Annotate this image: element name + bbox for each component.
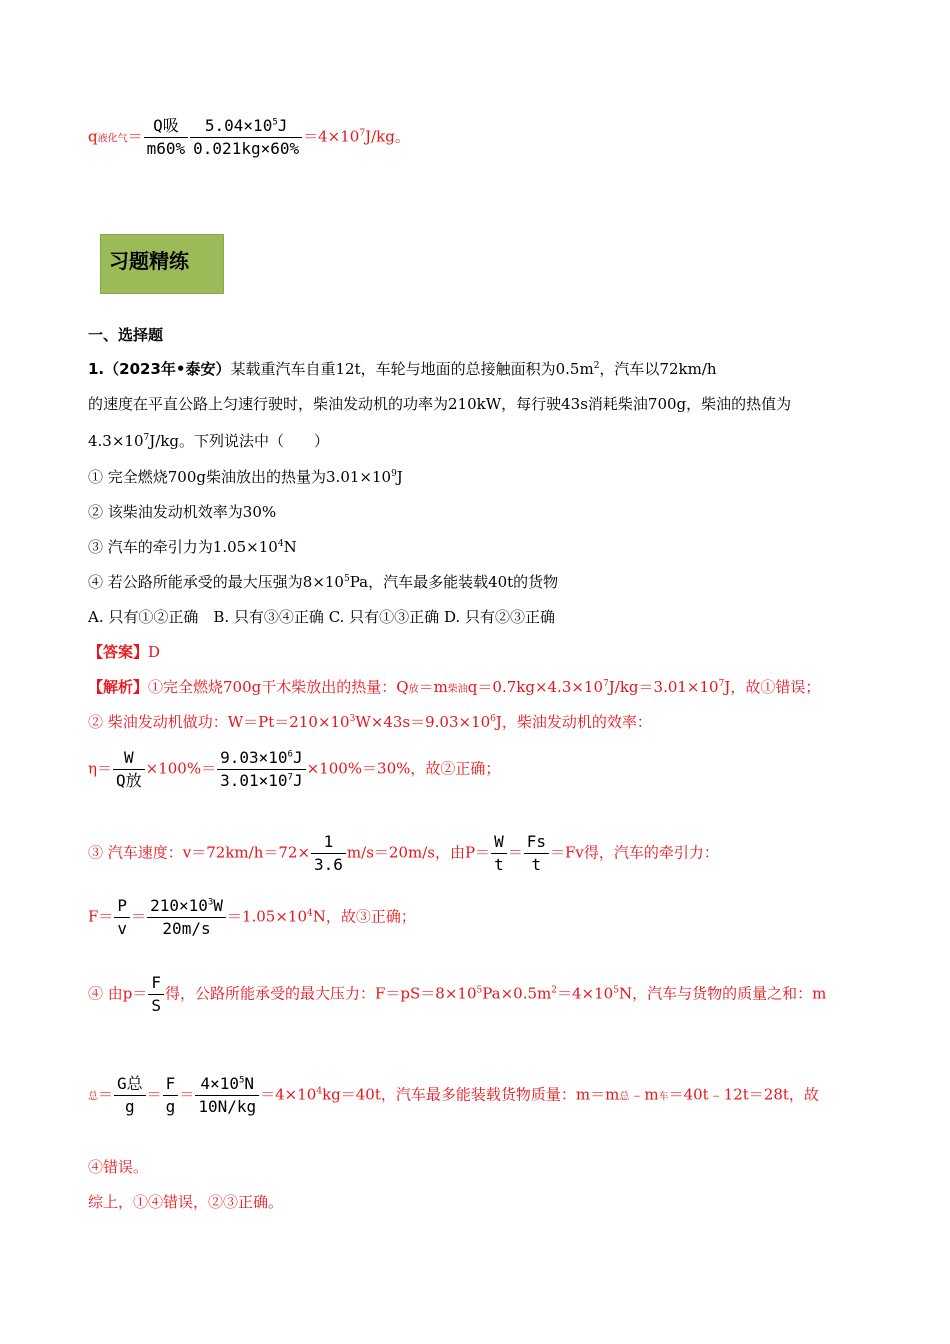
analysis-mass-line bbox=[88, 1074, 819, 1117]
analysis-text: ＝Fv得，汽车的牵引力： bbox=[549, 843, 719, 862]
fraction-denominator: g bbox=[125, 1097, 135, 1116]
analysis-line-2 bbox=[88, 712, 652, 732]
analysis-line-1 bbox=[88, 677, 820, 700]
fraction-denominator: t bbox=[494, 855, 504, 874]
exponent: 7 bbox=[143, 433, 150, 443]
equals: ＝ bbox=[127, 127, 143, 146]
statement-unit: J bbox=[396, 468, 403, 486]
fraction-numerator: W bbox=[113, 748, 145, 770]
fraction-numerator: F bbox=[148, 973, 164, 995]
exponent: 7 bbox=[718, 679, 725, 689]
fraction-numerator bbox=[195, 1074, 259, 1096]
eta-symbol: η＝ bbox=[88, 759, 112, 778]
analysis-text: ×100%＝ bbox=[145, 759, 217, 778]
question-number: 1. bbox=[88, 360, 105, 378]
analysis-pressure-line bbox=[88, 973, 826, 1016]
analysis-text: q＝0.7kg×4.3×10 bbox=[467, 678, 604, 696]
exponent: 6 bbox=[287, 749, 293, 760]
fraction-f-over-s bbox=[148, 973, 164, 1016]
exponent: 5 bbox=[238, 1075, 245, 1086]
analysis-text: 得，公路所能承受的最大压力：F＝pS＝8×10 bbox=[165, 984, 477, 1003]
subscript: 总 bbox=[88, 1091, 98, 1103]
statement-2: ② 该柴油发动机效率为30% bbox=[88, 503, 277, 521]
statement-text: ① 完全燃烧700g柴油放出的热量为3.01×10 bbox=[88, 468, 392, 486]
section-heading: 一、选择题 bbox=[88, 326, 164, 344]
subscript: 车 bbox=[658, 1091, 669, 1103]
fraction-denominator: 0.021kg×60% bbox=[193, 139, 300, 158]
question-text-tail: ，汽车以72km/h bbox=[599, 360, 717, 378]
efficiency-formula bbox=[88, 748, 500, 791]
den-text: 3.01×10 bbox=[220, 771, 288, 790]
answer-value: D bbox=[148, 643, 161, 661]
analysis-text: ×100%＝30%，故②正确； bbox=[306, 759, 501, 778]
analysis-force-line bbox=[88, 896, 416, 939]
exponent: 5 bbox=[272, 117, 278, 128]
exponent: 2 bbox=[551, 985, 557, 996]
fraction-denominator: 20m/s bbox=[162, 919, 211, 938]
question-text-tail: J/kg。下列说法中（ ） bbox=[149, 432, 330, 450]
section-banner bbox=[100, 234, 224, 294]
answer-line bbox=[88, 642, 160, 662]
exponent: 9 bbox=[391, 469, 397, 479]
exponent: 5 bbox=[343, 574, 350, 584]
analysis-text: ② 柴油发动机做功：W＝Pt＝210×10 bbox=[88, 713, 350, 731]
analysis-text: J，故①错误； bbox=[724, 678, 821, 696]
equals: ＝ bbox=[507, 843, 523, 862]
fraction-numerator: G总 bbox=[114, 1074, 146, 1096]
formula-top bbox=[88, 116, 410, 159]
statement-3 bbox=[88, 537, 297, 557]
section-banner-label: 习题精练 bbox=[109, 249, 189, 273]
analysis-conclusion: 综上，①④错误，②③正确。 bbox=[88, 1193, 284, 1211]
analysis-text: W×43s＝9.03×10 bbox=[355, 713, 491, 731]
exponent: 4 bbox=[316, 1086, 323, 1097]
q-subscript: 液化气 bbox=[97, 133, 128, 145]
q-symbol: q bbox=[88, 127, 98, 146]
exponent: 5 bbox=[613, 985, 619, 996]
question-source: （2023年•泰安） bbox=[104, 360, 231, 378]
num-text: 9.03×10 bbox=[220, 748, 288, 767]
analysis-text: Pa×0.5m bbox=[482, 984, 552, 1003]
fraction-denominator: 3.6 bbox=[314, 855, 343, 874]
fraction-numerator: 1 bbox=[311, 832, 346, 854]
answer-options: A. 只有①②正确 B. 只有③④正确 C. 只有①③正确 D. 只有②③正确 bbox=[88, 608, 555, 626]
den-unit: J bbox=[292, 771, 303, 790]
exponent: 4 bbox=[277, 539, 284, 549]
exponent: 4 bbox=[307, 908, 313, 919]
analysis-text: ＝40t﹣12t＝28t，故 bbox=[668, 1085, 819, 1104]
fraction-numerator: P bbox=[114, 896, 130, 918]
analysis-text: J/kg＝3.01×10 bbox=[608, 678, 719, 696]
analysis-text: ＝4×10 bbox=[557, 984, 614, 1003]
exponent: 7 bbox=[603, 679, 609, 689]
analysis-text: N，故③正确； bbox=[312, 907, 416, 926]
fraction-w-over-t bbox=[491, 832, 507, 875]
fraction-denominator: g bbox=[165, 1097, 176, 1116]
analysis-text: J，柴油发动机的效率： bbox=[495, 713, 652, 731]
analysis-text: ﹣m bbox=[629, 1085, 659, 1104]
statement-text: ④ 若公路所能承受的最大压强为8×10 bbox=[88, 573, 344, 591]
analysis-text: m/s＝20m/s，由P＝ bbox=[346, 843, 491, 862]
num-unit: N bbox=[244, 1074, 255, 1093]
question-text: 4.3×10 bbox=[88, 432, 144, 450]
fraction-denominator: 10N/kg bbox=[198, 1097, 257, 1116]
equals: ＝ bbox=[98, 1085, 114, 1104]
analysis-text: ④ 由p＝ bbox=[88, 984, 148, 1003]
exponent: 7 bbox=[359, 128, 366, 139]
statement-text: ③ 汽车的牵引力为1.05×10 bbox=[88, 538, 278, 556]
subscript: 放 bbox=[408, 684, 419, 695]
exponent: 5 bbox=[476, 985, 483, 996]
fraction-values bbox=[190, 116, 302, 159]
exponent: 3 bbox=[349, 714, 356, 724]
fraction-one-over-3-6 bbox=[311, 832, 346, 875]
analysis-text: ①完全燃烧700g干木柴放出的热量：Q bbox=[148, 678, 409, 696]
statement-4 bbox=[88, 572, 558, 592]
exponent: 7 bbox=[287, 772, 293, 783]
fraction-numerator bbox=[190, 116, 302, 138]
analysis-line-7: ④错误。 bbox=[88, 1158, 149, 1176]
fraction-denominator: t bbox=[531, 855, 542, 874]
fraction-denominator: S bbox=[151, 996, 162, 1015]
fraction-w-over-q bbox=[113, 748, 145, 791]
analysis-text: F＝ bbox=[88, 907, 114, 926]
exponent: 6 bbox=[490, 714, 496, 724]
num-unit: J bbox=[292, 748, 303, 767]
equals: ＝ bbox=[131, 907, 147, 926]
equals: ＝ bbox=[179, 1085, 195, 1104]
statement-unit: Pa，汽车最多能装载40t的货物 bbox=[349, 573, 559, 591]
fraction-force-over-g-value bbox=[195, 1074, 259, 1117]
equals: ＝ bbox=[146, 1085, 162, 1104]
num-text: 210×10 bbox=[150, 896, 208, 915]
analysis-text: kg＝40t，汽车最多能装载货物质量：m＝m bbox=[322, 1085, 620, 1104]
subscript: 柴油 bbox=[447, 684, 468, 695]
exponent: 2 bbox=[593, 361, 600, 371]
question-line-2: 的速度在平直公路上匀速行驶时，柴油发动机的功率为210kW，每行驶43s消耗柴油700g，柴油的热值为 bbox=[88, 395, 792, 413]
fraction-numerator: F bbox=[163, 1074, 179, 1096]
fraction-numerator bbox=[217, 748, 306, 770]
fraction-denominator: Q放 bbox=[116, 771, 142, 790]
tail-unit: J/kg。 bbox=[365, 127, 410, 146]
analysis-text: N，汽车与货物的质量之和：m bbox=[618, 984, 827, 1003]
fraction-q-over-m bbox=[144, 116, 189, 159]
fraction-fs-over-t bbox=[524, 832, 549, 875]
analysis-text: ＝m bbox=[418, 678, 448, 696]
fraction-denominator: m60% bbox=[146, 139, 186, 158]
question-line-3 bbox=[88, 431, 329, 451]
subscript: 总 bbox=[619, 1091, 630, 1103]
fraction-power-over-speed bbox=[147, 896, 226, 939]
analysis-text: ③ 汽车速度：v＝72km/h＝72× bbox=[88, 843, 311, 862]
fraction-p-over-v bbox=[114, 896, 130, 939]
num-unit: J bbox=[277, 116, 288, 135]
statement-unit: N bbox=[283, 538, 297, 556]
fraction-g-over-g bbox=[114, 1074, 146, 1117]
question-line-1 bbox=[88, 359, 717, 379]
fraction-numerator: Q吸 bbox=[144, 116, 189, 138]
fraction-denominator: v bbox=[117, 919, 128, 938]
analysis-speed-line bbox=[88, 832, 719, 875]
num-text: 4×10 bbox=[200, 1074, 239, 1093]
question-text: 某载重汽车自重12t，车轮与地面的总接触面积为0.5m bbox=[230, 360, 594, 378]
tail-text: ＝4×10 bbox=[303, 127, 360, 146]
exponent: 3 bbox=[207, 897, 214, 908]
analysis-text: ＝4×10 bbox=[260, 1085, 317, 1104]
num-unit: W bbox=[213, 896, 223, 915]
analysis-text: ＝1.05×10 bbox=[226, 907, 307, 926]
fraction-efficiency-values bbox=[217, 748, 306, 791]
fraction-numerator: W bbox=[491, 832, 507, 854]
analysis-label: 【解析】 bbox=[88, 678, 149, 696]
fraction-f-over-g bbox=[163, 1074, 179, 1117]
num-text: 5.04×10 bbox=[204, 116, 273, 135]
statement-1 bbox=[88, 467, 403, 487]
fraction-denominator bbox=[217, 770, 306, 791]
fraction-numerator bbox=[147, 896, 226, 918]
answer-label: 【答案】 bbox=[88, 643, 149, 661]
fraction-numerator: Fs bbox=[524, 832, 549, 854]
